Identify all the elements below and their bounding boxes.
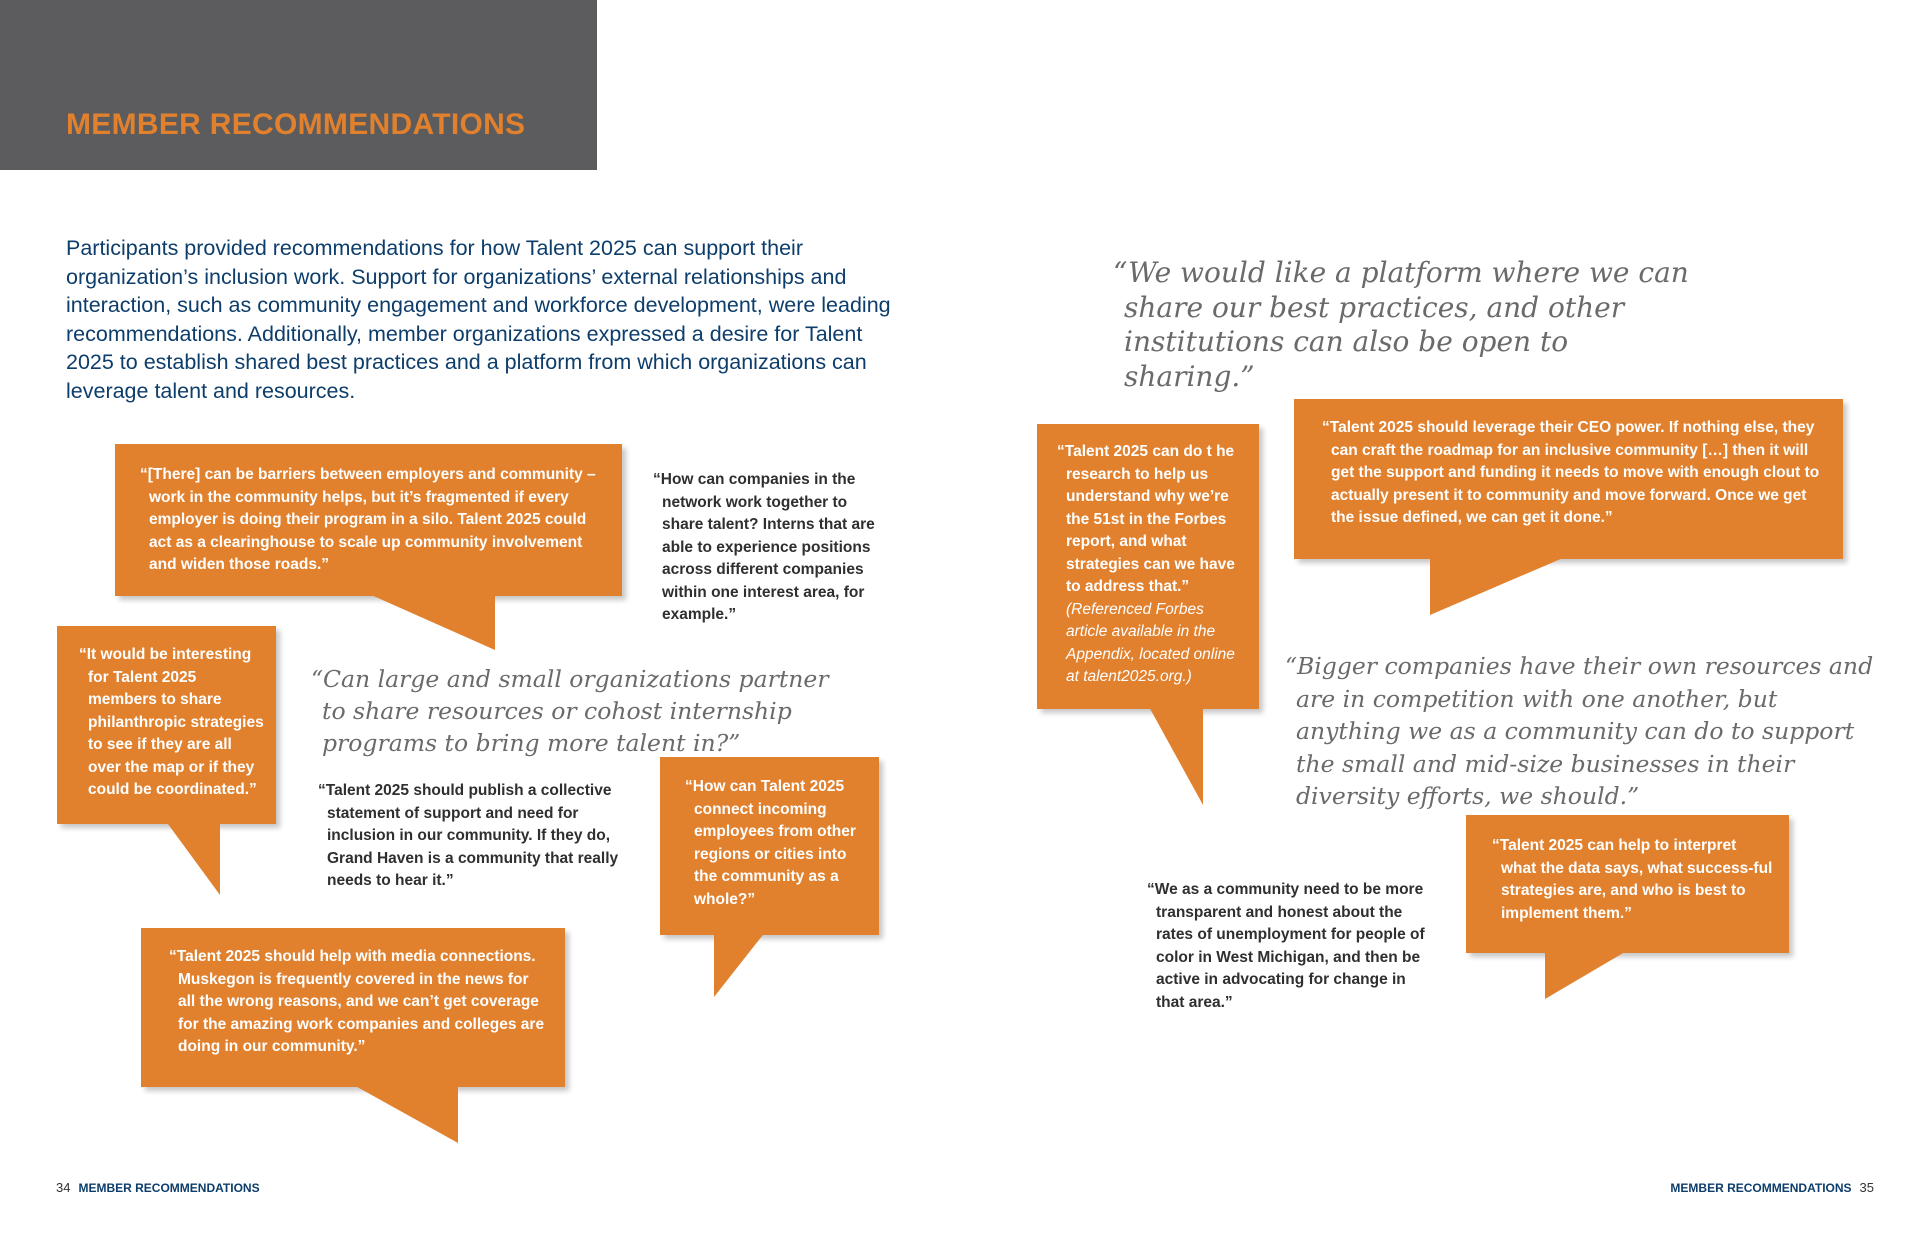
quote-text: “Bigger companies have their own resources and are in competition with one another, but anything we as a community can do to support the small and mid-size businesses in their diversity efforts, we should.” — [1285, 652, 1874, 810]
quote-text: “It would be interesting for Talent 2025 members to share philanthropic strategies to see if they are all over the map or if they could be coordinated.” — [79, 646, 264, 798]
quote-text: “Talent 2025 should publish a collective statement of support and need for inclusion in our community. If they do, Grand Haven is a community that really needs to hear it.” — [318, 782, 619, 889]
pull-quote-partner — [311, 663, 851, 759]
page-title: MEMBER RECOMMENDATIONS — [66, 108, 526, 141]
quote-bubble-interpret — [1466, 815, 1789, 953]
footer-right — [1670, 1180, 1882, 1195]
footer-label: MEMBER RECOMMENDATIONS — [78, 1181, 260, 1195]
footer-left — [50, 1180, 260, 1195]
bubble-tail — [1430, 555, 1575, 621]
quote-text: “Talent 2025 can do t he research to help us understand why we’re the 51st in the Forbes report, and what strategies can we have to address that.” — [1057, 443, 1235, 595]
bubble-tail — [360, 590, 500, 656]
bubble-tail — [1545, 949, 1635, 1005]
quote-text: “We would like a platform where we can share our best practices, and other institutions can also be open to sharing.” — [1113, 256, 1689, 393]
bubble-tail — [1148, 705, 1208, 811]
quote-bubble-connect — [660, 757, 879, 935]
bubble-tail — [165, 820, 225, 900]
page-number: 35 — [1859, 1180, 1874, 1195]
quote-bubble-research — [1037, 424, 1259, 709]
footer-label: MEMBER RECOMMENDATIONS — [1670, 1181, 1852, 1195]
quote-text: “We as a community need to be more transparent and honest about the rates of unemployment for people of color in West Michigan, and then be active in advocating for change in that area.” — [1147, 881, 1425, 1011]
quote-transparent — [1147, 879, 1429, 1014]
quote-bubble-media — [141, 928, 565, 1087]
quote-text: “Talent 2025 can help to interpret what the data says, what success-ful strategies are, and who is best to implement them.” — [1492, 837, 1773, 922]
header-block — [0, 0, 597, 170]
pull-quote-platform — [1113, 256, 1703, 394]
bubble-tail — [350, 1083, 465, 1149]
page-number: 34 — [56, 1180, 71, 1195]
quote-network — [653, 469, 885, 627]
quote-bubble-ceo — [1294, 399, 1843, 559]
quote-text: “How can companies in the network work together to share talent? Interns that are able to experience positions across different companies within one interest area, for example.” — [653, 471, 875, 623]
quote-text: “Talent 2025 should leverage their CEO power. If nothing else, they can craft the roadmap for an inclusive community […] then it will get the support and funding it needs to move with enough clout to actually present it to community and move forward. Once we get the issue defined, we can get it done.” — [1322, 419, 1820, 526]
quote-text: “How can Talent 2025 connect incoming employees from other regions or cities into the community as a whole?” — [685, 778, 856, 908]
quote-publish — [318, 780, 630, 893]
quote-bubble-philanthropic — [57, 626, 276, 824]
quote-text: “[There] can be barriers between employers and community – work in the community helps, but it’s fragmented if every employer is doing their program in a silo. Talent 2025 could act as a clearinghouse to scale up community involvement and widen those roads.” — [140, 466, 596, 573]
quote-text: “Talent 2025 should help with media connections. Muskegon is frequently covered in the news for all the wrong reasons, and we can’t get coverage for the amazing work companies and colleges are doing in our community.” — [169, 948, 545, 1055]
quote-text: “Can large and small organizations partner to share resources or cohost internship programs to bring more talent in?” — [311, 665, 829, 757]
quote-bubble-barriers — [115, 444, 622, 596]
pull-quote-bigger — [1285, 650, 1885, 813]
quote-note: (Referenced Forbes article available in the Appendix, located online at talent2025.org.) — [1066, 600, 1235, 685]
bubble-tail — [710, 931, 770, 1003]
intro-paragraph: Participants provided recommendations for how Talent 2025 can support their organization’s inclusion work. Support for organizations’ external relationships and interaction, such as community engagement and workforce development, were leading recommendations. Additionally, member organizations expressed a desire for Talent 2025 to establish shared best practices and a platform from which organizations can leverage talent and resources. — [66, 236, 891, 403]
